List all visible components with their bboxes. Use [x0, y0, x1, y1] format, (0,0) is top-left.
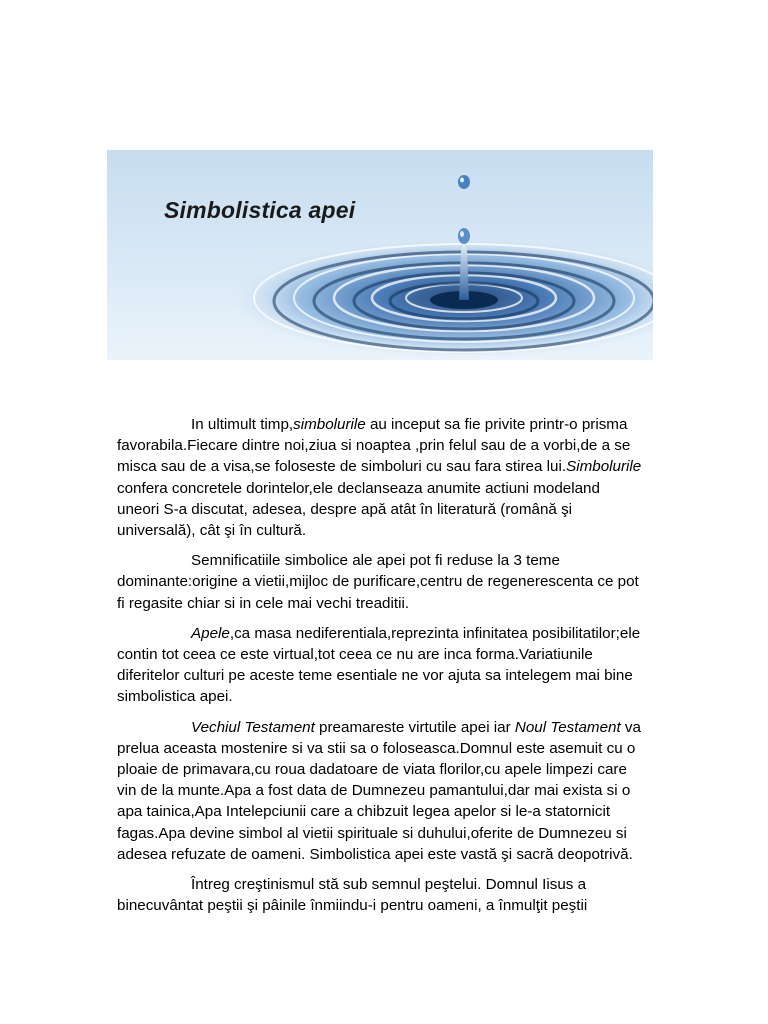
text-run: preamareste virtutile apei iar	[314, 718, 515, 736]
paragraph	[117, 717, 645, 865]
text-run: In ultimult timp,	[191, 416, 294, 433]
paragraph	[117, 874, 645, 916]
water-drop-illustration	[107, 150, 653, 360]
italic-term: Simbolurile	[566, 458, 642, 476]
text-run: Semnificatiile simbolice ale apei pot fi reduse la 3 teme dominante:origine a vietii,mijloc de purificare,centru de regenerescenta ce pot fi regasite chiar si in cele mai vechi treaditii.	[117, 552, 639, 612]
paragraph	[117, 550, 645, 614]
banner-title: Simbolistica apei	[164, 197, 356, 223]
text-run: Întreg creştinismul stă sub semnul peştelui. Domnul Iisus a binecuvântat peştii şi pâinile înmiindu-i pentru oameni, a înmulţit peştii	[117, 876, 588, 915]
italic-term: Vechiul Testament	[191, 718, 315, 736]
document-body	[117, 414, 645, 916]
text-run: ,ca masa nediferentiala,reprezinta infinitatea posibilitatilor;ele contin tot ceea ce este virtual,tot ceea ce nu are inca forma.Variatiunile diferitelor culturi pe aceste teme esentiale ne vor ajuta sa intelegem mai bine simbolistica apei.	[117, 624, 641, 706]
italic-term: Apele	[191, 624, 230, 642]
text-run: au inceput sa fie privite printr-o prisma favorabila.Fiecare dintre noi,ziua si noaptea ,prin felul sau de a vorbi,de a se misca sau de a visa,se foloseste de simboluri cu sau fara stirea lui.	[117, 416, 631, 476]
text-run: confera concretele dorintelor,ele declanseaza anumite actiuni modeland uneori S-a discutat, adesea, despre apă atât în literatură (română şi universală), cât şi în cultură.	[117, 479, 600, 540]
text-run: va prelua aceasta mostenire si va stii sa o foloseasca.Domnul este asemuit cu o ploaie de primavara,cu roua dadatoare de viata florilor,cu apele limpezi care vin de la munte.Apa a fost data de Dumnezeu pamantului,dar mai exista si o apa tainica,Apa Intelepciunii care a chibzuit legea apelor si le-a statornicit fagas.Apa devine simbol al vietii spirituale si duhului,oferite de Dumnezeu si adesea refuzate de oameni. Simbolistica apei este vastă şi sacră deopotrivă.	[117, 718, 641, 863]
paragraph	[117, 623, 645, 708]
italic-term: simbolurile	[293, 416, 366, 433]
italic-term: Noul Testament	[514, 718, 621, 736]
paragraph	[117, 414, 645, 541]
banner-image	[107, 150, 653, 360]
